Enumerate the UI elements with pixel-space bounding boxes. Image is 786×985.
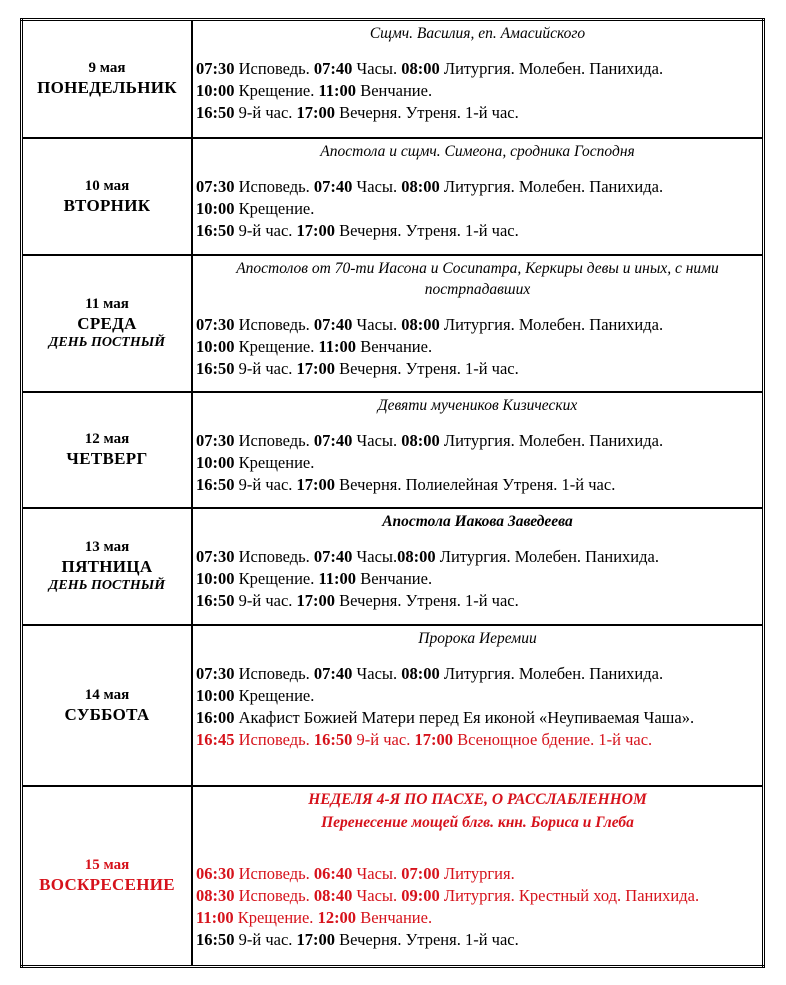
service-time: 07:40 bbox=[313, 314, 353, 334]
day-weekday: ЧЕТВЕРГ bbox=[66, 449, 148, 468]
service-text: Исповедь. bbox=[234, 885, 314, 905]
service-text: Исповедь. bbox=[234, 314, 314, 334]
service-time: 07:30 bbox=[196, 546, 235, 566]
day-note: ДЕНЬ ПОСТНЫЙ bbox=[48, 577, 166, 593]
service-text: Литургия. Молебен. Панихида. bbox=[439, 314, 664, 334]
day-row bbox=[22, 138, 764, 255]
service-text: Часы. bbox=[352, 176, 402, 196]
service-text: Вечерня. Утреня. 1-й час. bbox=[335, 590, 519, 610]
service-text: 9-й час. bbox=[234, 220, 297, 240]
saint-commemoration: Апостола Иакова Заведеева bbox=[382, 512, 573, 530]
service-line bbox=[196, 907, 759, 929]
day-cell bbox=[22, 392, 193, 508]
service-line bbox=[196, 929, 759, 951]
service-text: Крещение. bbox=[234, 81, 319, 100]
service-text: Вечерня. Утреня. 1-й час. bbox=[335, 103, 519, 122]
service-time: 10:00 bbox=[196, 198, 235, 218]
service-time: 08:00 bbox=[401, 430, 440, 450]
service-text: Исповедь. bbox=[234, 863, 314, 883]
service-time: 08:40 bbox=[313, 885, 353, 905]
service-time: 07:40 bbox=[313, 546, 353, 566]
services-cell bbox=[192, 255, 764, 392]
day-weekday: СУББОТА bbox=[64, 704, 150, 724]
day-cell bbox=[22, 20, 193, 138]
day-row bbox=[22, 625, 764, 786]
saint-commemoration: Сщмч. Василия, еп. Амасийского bbox=[369, 25, 586, 42]
service-line bbox=[196, 198, 759, 220]
service-text: Крещение. bbox=[233, 907, 318, 927]
service-text: Вечерня. Утреня. 1-й час. bbox=[335, 929, 519, 949]
service-text: Крещение. bbox=[234, 336, 319, 356]
saint-commemoration: Девяти мучеников Кизических bbox=[377, 396, 578, 414]
service-line bbox=[196, 546, 759, 568]
service-line bbox=[196, 430, 759, 452]
service-line bbox=[196, 220, 759, 242]
service-time: 07:40 bbox=[313, 430, 353, 450]
service-text: Вечерня. Утреня. 1-й час. bbox=[335, 358, 519, 378]
day-row bbox=[22, 508, 764, 625]
service-text: Исповедь. bbox=[234, 430, 314, 450]
services-cell bbox=[192, 20, 764, 138]
service-time: 10:00 bbox=[196, 685, 235, 705]
service-text: Часы. bbox=[352, 546, 398, 566]
day-date: 13 мая bbox=[84, 538, 130, 555]
service-time: 17:00 bbox=[296, 590, 336, 610]
service-text: Часы. bbox=[352, 430, 402, 450]
service-time: 07:40 bbox=[313, 176, 353, 196]
service-time: 07:40 bbox=[313, 59, 353, 78]
day-weekday: СРЕДА bbox=[77, 313, 137, 333]
service-line bbox=[196, 336, 759, 358]
service-time: 10:00 bbox=[196, 336, 235, 356]
services-cell bbox=[192, 508, 764, 625]
day-row bbox=[22, 20, 764, 138]
service-text: 9-й час. bbox=[234, 358, 297, 378]
day-weekday: ПЯТНИЦА bbox=[61, 556, 153, 576]
services-cell bbox=[192, 625, 764, 786]
day-row bbox=[22, 392, 764, 508]
service-text: Исповедь. bbox=[234, 59, 314, 78]
service-time: 08:30 bbox=[196, 885, 235, 905]
day-weekday: ВТОРНИК bbox=[63, 195, 151, 215]
service-time: 07:00 bbox=[401, 863, 440, 883]
service-text: Литургия. Молебен. Панихида. bbox=[435, 546, 659, 566]
service-text: Венчание. bbox=[356, 907, 433, 927]
service-text: Исповедь. bbox=[234, 546, 314, 566]
saint-commemoration: Апостола и сщмч. Симеона, сродника Господня bbox=[320, 142, 635, 160]
service-time: 10:00 bbox=[196, 452, 235, 472]
service-text: Крещение. bbox=[234, 198, 315, 218]
service-text: Часы. bbox=[352, 863, 402, 883]
service-line bbox=[196, 80, 759, 102]
service-time: 16:00 bbox=[196, 707, 235, 727]
services-cell bbox=[192, 138, 764, 255]
service-line bbox=[196, 58, 759, 80]
saint-commemoration: Перенесение мощей блгв. кнн. Бориса и Глеба bbox=[321, 813, 634, 831]
service-text: Литургия. Молебен. Панихида. bbox=[439, 663, 664, 683]
service-text: Часы. bbox=[352, 885, 402, 905]
service-text: Исповедь. bbox=[234, 176, 314, 196]
service-text: 9-й час. bbox=[234, 103, 297, 122]
service-time: 16:50 bbox=[313, 729, 353, 749]
service-line bbox=[196, 452, 759, 474]
day-note: ДЕНЬ ПОСТНЫЙ bbox=[48, 334, 166, 350]
day-cell bbox=[22, 625, 193, 786]
day-row bbox=[22, 255, 764, 392]
service-time: 11:00 bbox=[196, 907, 234, 927]
service-text: Вечерня. Полиелейная Утреня. 1-й час. bbox=[335, 474, 616, 494]
service-time: 16:50 bbox=[196, 220, 235, 240]
service-time: 11:00 bbox=[318, 336, 357, 356]
service-time: 06:30 bbox=[196, 863, 235, 883]
service-time: 06:40 bbox=[313, 863, 353, 883]
day-date: 11 мая bbox=[85, 295, 129, 312]
day-row bbox=[22, 786, 764, 967]
service-text: Литургия. Молебен. Панихида. bbox=[439, 430, 664, 450]
service-text: Литургия. Молебен. Панихида. bbox=[439, 176, 664, 196]
service-time: 12:00 bbox=[317, 907, 357, 927]
service-time: 07:30 bbox=[196, 314, 235, 334]
day-cell bbox=[22, 508, 193, 625]
service-line bbox=[196, 590, 759, 612]
service-line bbox=[196, 685, 759, 707]
service-time: 08:00 bbox=[401, 176, 440, 196]
service-time: 17:00 bbox=[414, 729, 453, 749]
service-time: 16:50 bbox=[196, 590, 235, 610]
service-text: Крещение. bbox=[234, 568, 319, 588]
service-text: 9-й час. bbox=[352, 729, 415, 749]
day-date: 12 мая bbox=[84, 431, 130, 447]
service-time: 17:00 bbox=[296, 358, 336, 378]
service-line bbox=[196, 102, 759, 124]
service-line bbox=[196, 358, 759, 380]
service-time: 08:00 bbox=[401, 314, 440, 334]
saint-commemoration: НЕДЕЛЯ 4-Я ПО ПАСХЕ, О РАССЛАБЛЕННОМ bbox=[308, 790, 647, 808]
service-time: 08:00 bbox=[401, 59, 440, 78]
service-text: Часы. bbox=[352, 314, 402, 334]
service-line bbox=[196, 663, 759, 685]
service-time: 16:45 bbox=[196, 729, 235, 749]
service-line bbox=[196, 729, 759, 751]
service-line bbox=[196, 885, 759, 907]
service-text: Литургия. Крестный ход. Панихида. bbox=[439, 885, 700, 905]
day-cell bbox=[22, 786, 193, 967]
service-time: 07:30 bbox=[196, 176, 235, 196]
service-time: 11:00 bbox=[318, 568, 357, 588]
saint-commemoration: Пророка Иеремии bbox=[418, 629, 537, 647]
service-text: Литургия. bbox=[439, 863, 515, 883]
day-cell bbox=[22, 255, 193, 392]
service-time: 16:50 bbox=[196, 474, 235, 494]
day-date: 14 мая bbox=[84, 686, 130, 703]
service-time: 17:00 bbox=[296, 220, 336, 240]
service-text: Акафист Божией Матери перед Ея иконой «Неупиваемая Чаша». bbox=[234, 707, 695, 727]
service-time: 17:00 bbox=[296, 103, 336, 122]
service-text: Венчание. bbox=[356, 336, 433, 356]
service-time: 08:00 bbox=[397, 546, 436, 566]
day-date: 9 мая bbox=[88, 60, 126, 77]
service-time: 09:00 bbox=[401, 885, 440, 905]
services-cell bbox=[192, 392, 764, 508]
service-time: 07:40 bbox=[313, 663, 353, 683]
day-date: 10 мая bbox=[84, 177, 130, 194]
day-weekday: ПОНЕДЕЛЬНИК bbox=[37, 78, 177, 98]
service-time: 07:30 bbox=[196, 430, 235, 450]
day-date: 15 мая bbox=[84, 857, 130, 874]
service-line bbox=[196, 863, 759, 885]
service-line bbox=[196, 568, 759, 590]
service-text: Крещение. bbox=[234, 452, 315, 472]
service-text: Часы. bbox=[352, 59, 402, 78]
service-time: 07:30 bbox=[196, 663, 235, 683]
service-text: 9-й час. bbox=[234, 474, 297, 494]
service-line bbox=[196, 314, 759, 336]
service-time: 07:30 bbox=[196, 59, 235, 78]
service-text: Литургия. Молебен. Панихида. bbox=[439, 59, 664, 78]
service-text: Исповедь. bbox=[234, 729, 314, 749]
service-time: 16:50 bbox=[196, 358, 235, 378]
service-text: Вечерня. Утреня. 1-й час. bbox=[335, 220, 519, 240]
service-time: 11:00 bbox=[318, 81, 357, 100]
service-line bbox=[196, 176, 759, 198]
service-text: Венчание. bbox=[356, 81, 433, 100]
service-text: 9-й час. bbox=[234, 929, 297, 949]
service-text: Всенощное бдение. 1-й час. bbox=[452, 729, 653, 749]
services-cell bbox=[192, 786, 764, 967]
service-time: 10:00 bbox=[196, 568, 235, 588]
service-text: 9-й час. bbox=[234, 590, 297, 610]
service-time: 17:00 bbox=[296, 929, 336, 949]
service-time: 17:00 bbox=[296, 474, 336, 494]
service-time: 16:50 bbox=[196, 929, 235, 949]
service-line bbox=[196, 474, 759, 496]
schedule-table bbox=[20, 18, 765, 968]
service-text: Крещение. bbox=[234, 685, 315, 705]
day-weekday: ВОСКРЕСЕНИЕ bbox=[39, 875, 175, 895]
service-text: Венчание. bbox=[356, 568, 433, 588]
service-time: 10:00 bbox=[196, 81, 235, 100]
service-time: 08:00 bbox=[401, 663, 440, 683]
service-text: Часы. bbox=[352, 663, 402, 683]
service-line bbox=[196, 707, 759, 729]
service-text: Исповедь. bbox=[234, 663, 314, 683]
service-time: 16:50 bbox=[196, 103, 235, 122]
day-cell bbox=[22, 138, 193, 255]
saint-commemoration: Апостолов от 70-ти Иасона и Сосипатра, Керкиры девы и иных, с ними пострпадавших bbox=[236, 259, 719, 298]
